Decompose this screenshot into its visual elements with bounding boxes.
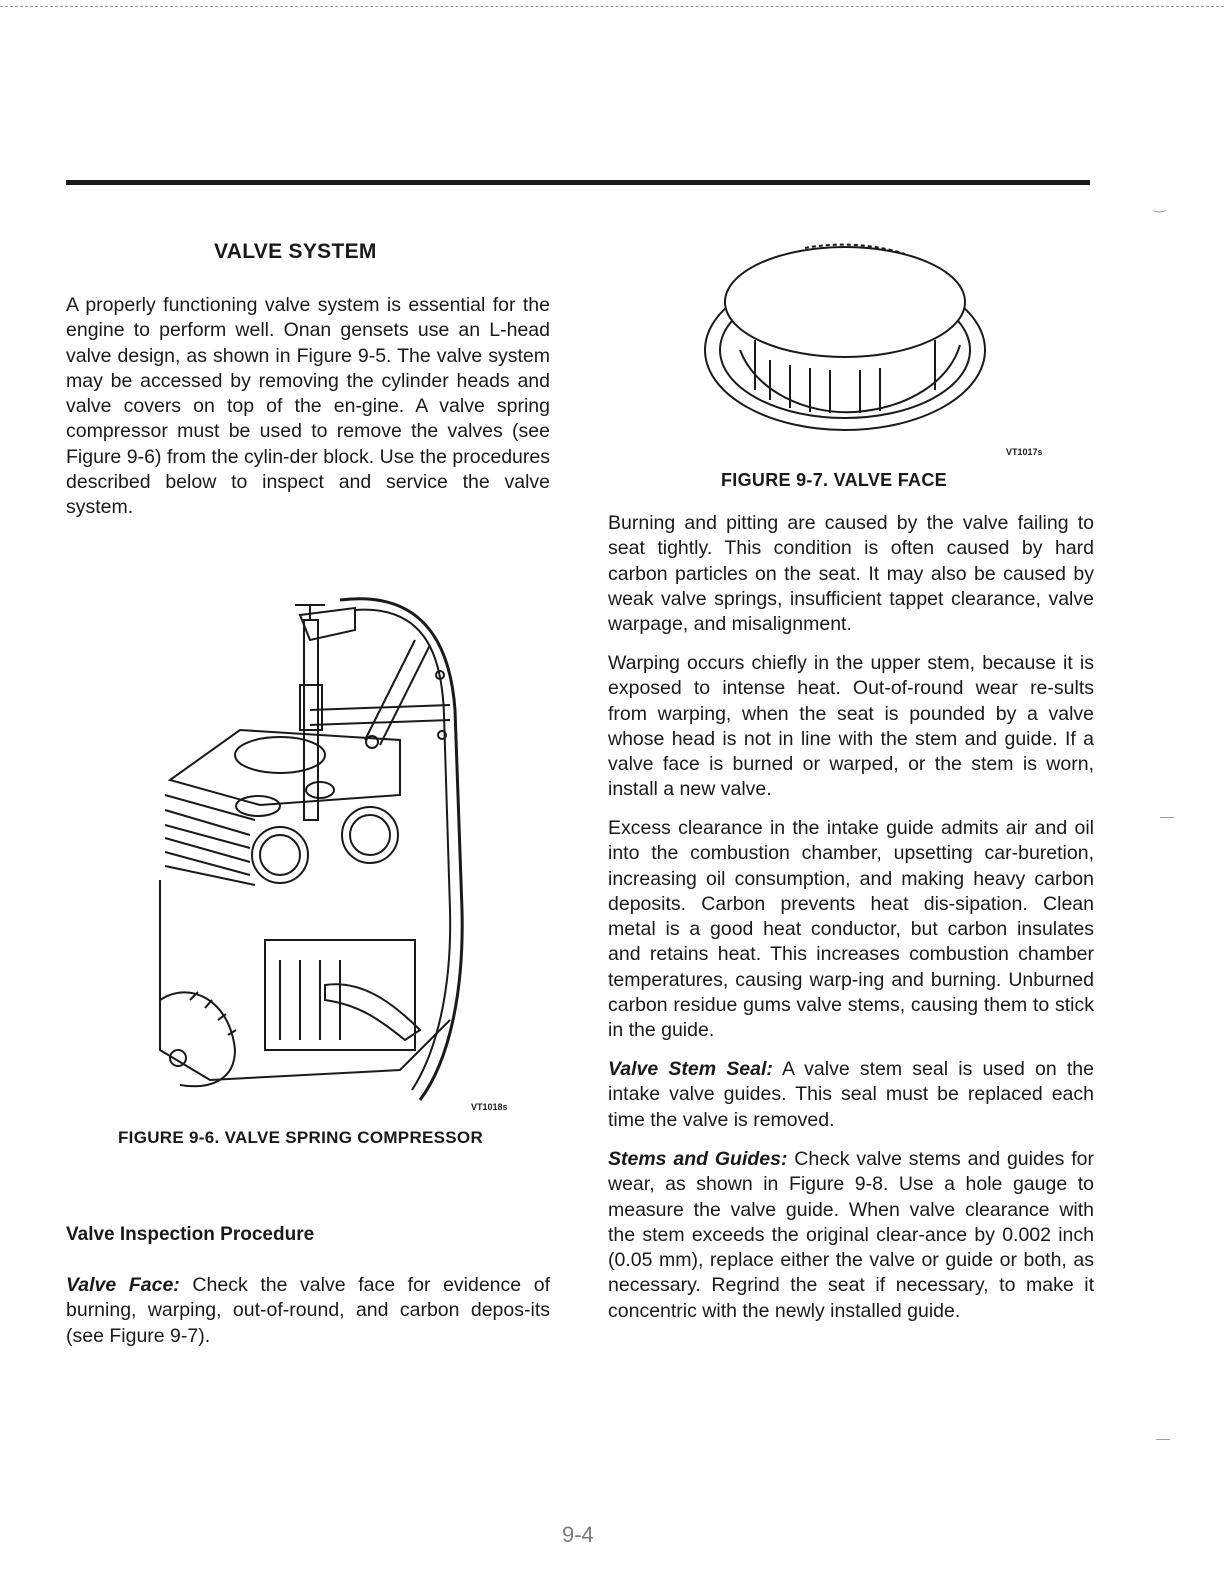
valve-stem-seal-block bbox=[608, 1057, 1094, 1133]
figure-9-6-code: VT1018s bbox=[471, 1102, 508, 1112]
valve-face-lead: Valve Face: bbox=[66, 1274, 180, 1296]
stems-guides-paragraph bbox=[608, 1147, 1094, 1324]
figure-9-6-caption: FIGURE 9-6. VALVE SPRING COMPRESSOR bbox=[118, 1128, 484, 1147]
paragraph-excess-clearance: Excess clearance in the intake guide admits air and oil into the combustion chamber, upsetting car-buretion, increasing oil consumption, and making heavy carbon deposits. Carbon prevents heat dis-sipation. Clean metal is a good heat conductor, but carbon insulates and retains heat. This increases combustion chamber temperatures, causing warp-ing and burning. Unburned carbon residue gums valve stems, causing them to stick in the guide. bbox=[608, 817, 1094, 1042]
header-rule bbox=[66, 180, 1090, 185]
intro-column bbox=[66, 293, 550, 521]
stems-guides-block bbox=[608, 1147, 1094, 1324]
intro-paragraph: A properly functioning valve system is essential for the engine to perform well. Onan gensets use an L-head valve design, as shown in Figure 9-5. The valve system may be accessed by removing the cylinder heads and valve covers on top of the en-gine. A valve spring compressor must be used to remove the valves (see Figure 9-6) from the cylin-der block. Use the procedures described below to inspect and service the valve system. bbox=[66, 294, 550, 519]
valve-face-column bbox=[66, 1273, 550, 1349]
valve-face-text: Check the valve face for evidence of burning, warping, out-of-round, and carbon depos-its (see Figure 9-7). bbox=[66, 1274, 551, 1347]
scan-mark: — bbox=[1160, 808, 1174, 824]
inspection-heading: Valve Inspection Procedure bbox=[66, 1224, 315, 1245]
paragraph-burning: Burning and pitting are caused by the valve failing to seat tightly. This condition is often caused by hard carbon particles on the seat. It may also be caused by weak valve springs, insufficient tappet clearance, valve warpage, and misalignment. bbox=[608, 512, 1094, 636]
figure-9-7-caption: FIGURE 9-7. VALVE FACE bbox=[721, 470, 947, 490]
figure-9-7-code: VT1017s bbox=[1006, 447, 1043, 457]
page-number: 9-4 bbox=[562, 1522, 594, 1547]
scan-edge-line bbox=[0, 6, 1224, 7]
valve-spring-compressor-illustration bbox=[150, 580, 480, 1110]
right-paragraph-1-block bbox=[608, 511, 1094, 637]
stems-guides-text: Check valve stems and guides for wear, as shown in Figure 9-8. Use a hole gauge to measure the valve guide. When valve clearance with the stem exceeds the original clear-ance by 0.002 inch (0.05 mm), replace either the valve or guide or both, as necessary. Regrind the seat if necessary, to make it concentric with the newly installed guide. bbox=[608, 1148, 1094, 1322]
stems-guides-lead: Stems and Guides: bbox=[608, 1148, 788, 1170]
valve-stem-seal-text: A valve stem seal is used on the intake valve guides. This seal must be replaced each time the valve is removed. bbox=[608, 1058, 1094, 1131]
right-paragraph-2-block bbox=[608, 651, 1094, 803]
scan-mark: — bbox=[1156, 1430, 1170, 1446]
valve-face-illustration bbox=[695, 240, 995, 440]
valve-stem-seal-paragraph bbox=[608, 1057, 1094, 1133]
valve-stem-seal-lead: Valve Stem Seal: bbox=[608, 1058, 773, 1080]
valve-face-paragraph bbox=[66, 1273, 550, 1349]
right-paragraph-3-block bbox=[608, 816, 1094, 1044]
section-title: VALVE SYSTEM bbox=[214, 240, 377, 263]
paragraph-warping: Warping occurs chiefly in the upper stem, because it is exposed to intense heat. Out-of-round wear re-sults from warping, when the seat is pounded by a valve whose head is not in line with the stem and guide. If a valve face is burned or warped, or the stem is worn, install a new valve. bbox=[608, 652, 1094, 801]
scan-mark: ‿ bbox=[1154, 196, 1166, 212]
